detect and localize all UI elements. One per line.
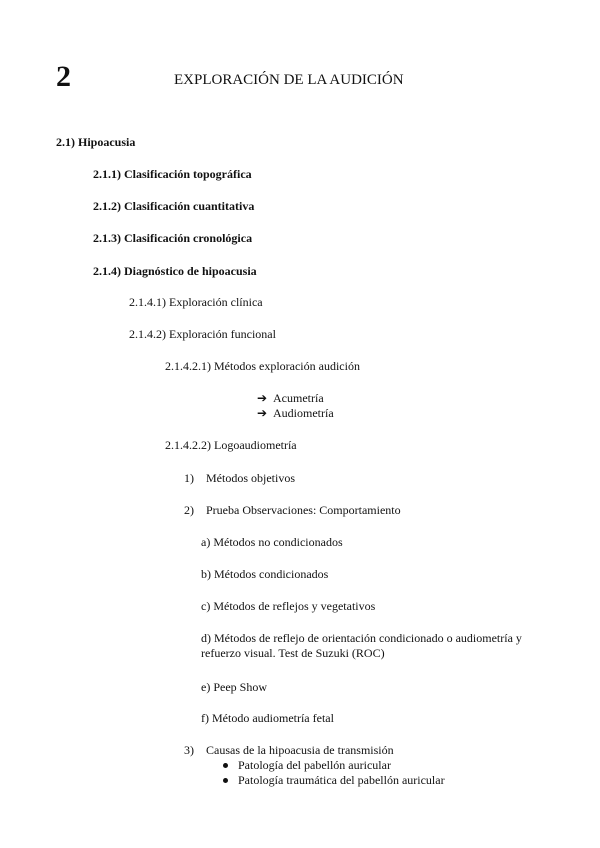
bullet-dot-icon: [223, 778, 228, 783]
list-item: ➔ Acumetría: [257, 391, 324, 405]
numbered-item-3: 3) Causas de la hipoacusia de transmisión: [184, 743, 394, 757]
right-arrow-icon: ➔: [257, 406, 268, 420]
lettered-item-d: d) Métodos de reflejo de orientación condicionado o audiometría y refuerzo visual. Test de Suzuki (ROC): [201, 631, 522, 660]
numbered-item-2: 2) Prueba Observaciones: Comportamiento: [184, 503, 401, 517]
heading-2-1-1: 2.1.1) Clasificación topográfica: [93, 167, 252, 181]
chapter-title: EXPLORACIÓN DE LA AUDICIÓN: [174, 72, 404, 88]
heading-2-1-4: 2.1.4) Diagnóstico de hipoacusia: [93, 264, 257, 278]
heading-2-1-4-2: 2.1.4.2) Exploración funcional: [129, 327, 276, 341]
heading-2-1-2: 2.1.2) Clasificación cuantitativa: [93, 199, 255, 213]
lettered-item-b: b) Métodos condicionados: [201, 567, 329, 581]
bullet-dot-icon: [223, 763, 228, 768]
bullet-item: Patología del pabellón auricular: [238, 758, 391, 772]
lettered-item-f: f) Método audiometría fetal: [201, 711, 334, 725]
heading-2-1-4-1: 2.1.4.1) Exploración clínica: [129, 295, 263, 309]
heading-2-1: 2.1) Hipoacusia: [56, 135, 136, 149]
chapter-number: 2: [56, 60, 71, 93]
numbered-item-1: 1) Métodos objetivos: [184, 471, 295, 485]
heading-2-1-4-2-2: 2.1.4.2.2) Logoaudiometría: [165, 438, 297, 452]
list-item: ➔ Audiometría: [257, 406, 334, 420]
lettered-item-e: e) Peep Show: [201, 680, 267, 694]
right-arrow-icon: ➔: [257, 391, 268, 405]
heading-2-1-4-2-1: 2.1.4.2.1) Métodos exploración audición: [165, 359, 360, 373]
lettered-item-c: c) Métodos de reflejos y vegetativos: [201, 599, 376, 613]
bullet-item: Patología traumática del pabellón auricular: [238, 773, 445, 787]
heading-2-1-3: 2.1.3) Clasificación cronológica: [93, 231, 253, 245]
lettered-item-a: a) Métodos no condicionados: [201, 535, 343, 549]
